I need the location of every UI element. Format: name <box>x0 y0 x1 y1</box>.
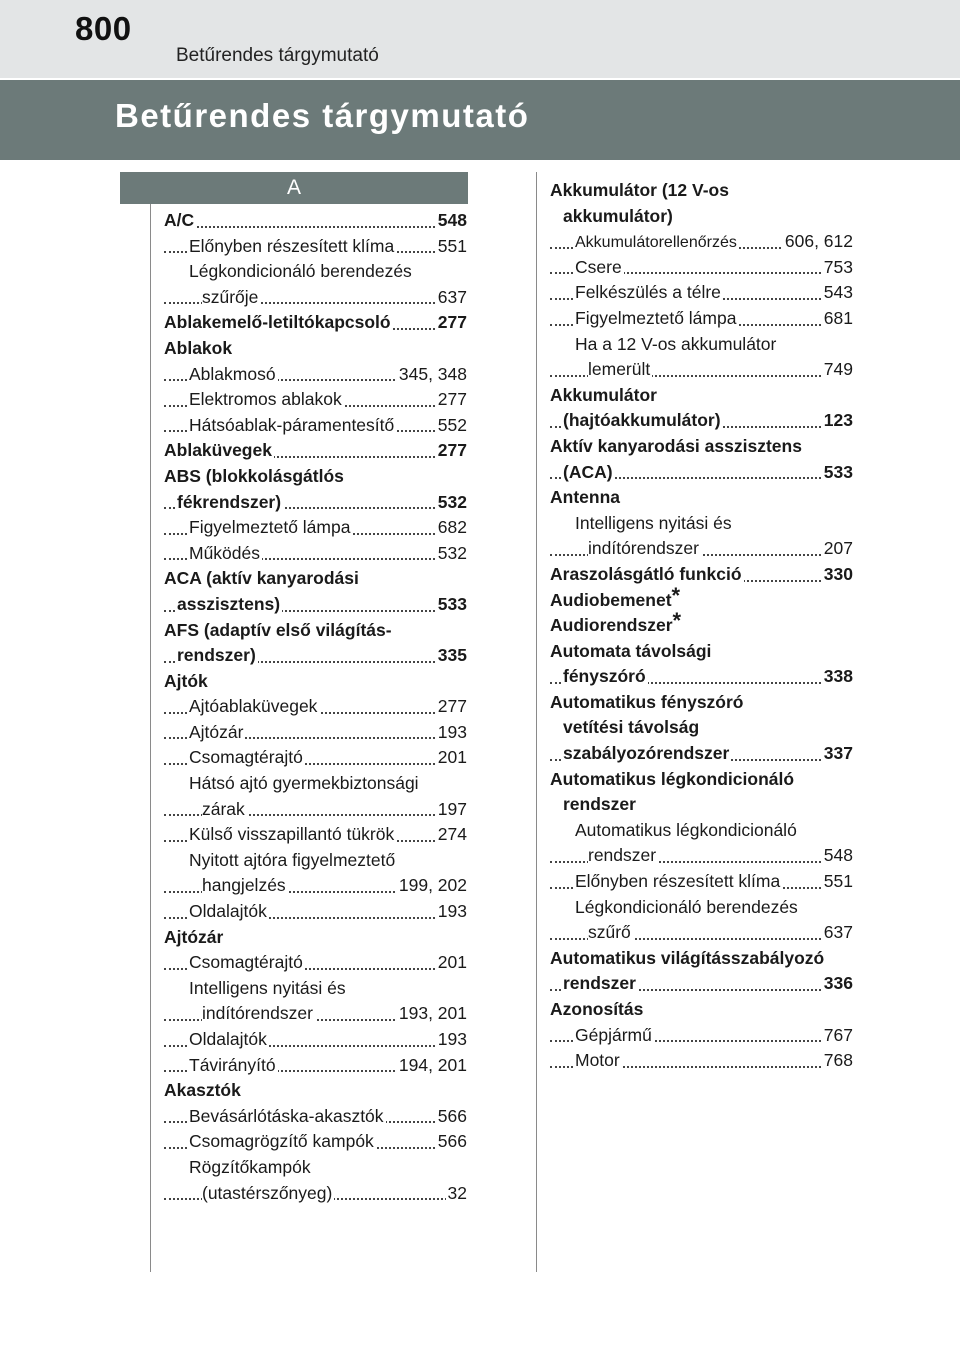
page-reference: 548 <box>436 208 467 234</box>
page-reference: 532 <box>436 541 467 567</box>
page-reference: 277 <box>436 310 467 336</box>
index-entry <box>550 895 853 921</box>
entry-label: Ha a 12 V-os akkumulátor <box>575 333 777 354</box>
index-entry <box>164 234 467 260</box>
index-entry <box>164 413 467 439</box>
page-reference: 207 <box>822 536 853 562</box>
dot-leader <box>164 226 467 228</box>
page-reference: 749 <box>822 357 853 383</box>
entry-label: Aktív kanyarodási asszisztens <box>550 435 802 456</box>
page-reference: 197 <box>436 797 467 823</box>
entry-label: rendszer) <box>177 645 256 666</box>
entry-label: ACA (aktív kanyarodási <box>164 568 359 589</box>
entry-label: Akkumulátorellenőrzés <box>575 234 737 252</box>
entry-label: Automatikus fényszóró <box>550 691 744 712</box>
entry-label: Azonosítás <box>550 999 644 1019</box>
index-entry <box>550 357 853 383</box>
index-entry <box>550 306 853 332</box>
index-entry <box>550 608 853 639</box>
entry-label: vetítési távolság <box>563 717 700 738</box>
entry-label: Antenna <box>550 487 620 508</box>
running-title: Betűrendes tárgymutató <box>176 45 379 66</box>
index-entry <box>164 336 467 362</box>
index-entry <box>164 208 467 234</box>
entry-label: Akasztók <box>164 1080 241 1101</box>
entry-label: Automata távolsági <box>550 640 712 661</box>
entry-label: rendszer <box>588 845 657 866</box>
index-entry <box>550 434 853 460</box>
entry-label: Intelligens nyitási és <box>575 512 732 533</box>
page-reference: 533 <box>436 592 467 618</box>
entry-label: Légkondicionáló berendezés <box>189 261 412 282</box>
page-reference: 335 <box>436 643 467 669</box>
index-entry <box>550 460 853 486</box>
entry-label: Külső visszapillantó tükrök <box>189 824 395 845</box>
index-entry <box>164 1001 467 1027</box>
entry-label: Nyitott ajtóra figyelmeztető <box>189 849 396 870</box>
page-reference: 533 <box>822 460 853 486</box>
page-reference: 338 <box>822 664 853 690</box>
entry-label: Távirányító <box>189 1054 276 1075</box>
entry-label: Oldalajtók <box>189 1029 267 1049</box>
index-column-right <box>550 178 853 1074</box>
entry-label: Ajtózár <box>189 721 244 742</box>
index-entry <box>164 541 467 567</box>
entry-label: Csomagtérajtó <box>189 952 303 973</box>
page-title: Betűrendes tárgymutató <box>115 97 530 134</box>
entry-label: Audiorendszer* <box>550 608 682 636</box>
entry-label: Ajtózár <box>164 926 224 947</box>
index-entry <box>164 925 467 951</box>
page-reference: 532 <box>436 490 467 516</box>
index-entry <box>550 332 853 358</box>
index-entry <box>164 566 467 592</box>
index-entry <box>164 387 467 413</box>
page-reference: 682 <box>436 515 467 541</box>
index-entry <box>164 976 467 1002</box>
index-entry <box>550 792 853 818</box>
entry-label: Motor <box>575 1050 620 1071</box>
index-entry <box>164 899 467 925</box>
index-entry <box>550 664 853 690</box>
index-entry <box>550 408 853 434</box>
index-entry <box>164 362 467 388</box>
index-entry <box>550 383 853 409</box>
index-entry <box>164 592 467 618</box>
index-entry <box>164 950 467 976</box>
index-entry <box>550 204 853 230</box>
entry-label: (ACA) <box>563 461 613 482</box>
index-entry <box>164 720 467 746</box>
index-entry <box>164 285 467 311</box>
entry-label: Automatikus világításszabályozó <box>550 947 825 968</box>
entry-label: Csomagrögzítő kampók <box>189 1131 374 1152</box>
index-entry <box>550 1048 853 1074</box>
page-reference: 767 <box>822 1023 853 1049</box>
entry-label: Elektromos ablakok <box>189 389 342 410</box>
index-entry <box>550 920 853 946</box>
entry-label: Előnyben részesített klíma <box>189 235 395 256</box>
page-reference: 753 <box>822 255 853 281</box>
page-reference: 193 <box>436 720 467 746</box>
page-reference: 548 <box>822 843 853 869</box>
index-entry <box>164 873 467 899</box>
entry-label: rendszer <box>563 794 636 815</box>
page-reference: 199, 202 <box>397 873 467 899</box>
entry-label: Előnyben részesített klíma <box>575 871 781 892</box>
index-entry <box>164 515 467 541</box>
index-entry <box>164 259 467 285</box>
entry-label: szabályozórendszer <box>563 743 730 764</box>
index-entry <box>164 310 467 336</box>
page-reference: 123 <box>822 408 853 434</box>
index-entry <box>164 1155 467 1181</box>
center-rule <box>536 172 537 1272</box>
entry-label: Ablakemelő-letiltókapcsoló <box>164 312 391 333</box>
page-reference: 566 <box>436 1104 467 1130</box>
entry-label: asszisztens) <box>177 593 281 614</box>
index-entry <box>550 178 853 204</box>
entry-label: Működés <box>189 542 261 563</box>
index-entry <box>550 971 853 997</box>
entry-label: Ajtóablaküvegek <box>189 696 318 717</box>
index-entry <box>164 848 467 874</box>
entry-label: hangjelzés <box>202 875 286 896</box>
page-reference: 277 <box>436 694 467 720</box>
index-entry <box>164 822 467 848</box>
index-entry <box>550 511 853 537</box>
index-entry <box>164 490 467 516</box>
page-reference: 330 <box>822 562 853 588</box>
entry-label: Figyelmeztető lámpa <box>575 307 737 328</box>
page-reference: 193, 201 <box>397 1001 467 1027</box>
entry-label: Figyelmeztető lámpa <box>189 517 351 538</box>
index-entry <box>550 869 853 895</box>
entry-label: Araszolásgátló funkció <box>550 563 742 584</box>
entry-label: ABS (blokkolásgátlós <box>164 465 344 486</box>
footnote-star-icon: * <box>671 582 681 608</box>
index-entry <box>164 1027 467 1053</box>
entry-label: Ablakmosó <box>189 363 276 384</box>
index-entry <box>164 1181 467 1207</box>
page-header-bar <box>0 0 960 78</box>
index-entry <box>550 741 853 767</box>
page-reference: 552 <box>436 413 467 439</box>
page-reference: 606, 612 <box>783 229 853 255</box>
entry-label: (utastérszőnyeg) <box>202 1182 333 1203</box>
entry-label: Légkondicionáló berendezés <box>575 896 798 917</box>
page-reference: 336 <box>822 971 853 997</box>
entry-label: indítórendszer <box>202 1003 313 1024</box>
footnote-star-icon: * <box>672 608 682 634</box>
index-entry <box>164 669 467 695</box>
entry-label: Csomagtérajtó <box>189 747 303 768</box>
index-entry <box>550 536 853 562</box>
page-reference: 201 <box>436 950 467 976</box>
page-reference: 337 <box>822 741 853 767</box>
entry-label: indítórendszer <box>588 538 699 559</box>
page-reference: 194, 201 <box>397 1053 467 1079</box>
entry-label: AFS (adaptív első világítás- <box>164 619 392 640</box>
page-reference: 274 <box>436 822 467 848</box>
index-entry <box>164 1104 467 1130</box>
entry-label: Hátsó ajtó gyermekbiztonsági <box>189 773 419 794</box>
entry-label: akkumulátor) <box>563 205 673 226</box>
page-number: 800 <box>75 10 132 47</box>
index-entry <box>164 1053 467 1079</box>
index-entry <box>164 464 467 490</box>
index-entry <box>550 946 853 972</box>
index-entry <box>550 843 853 869</box>
index-entry <box>164 745 467 771</box>
index-column-left <box>164 208 467 1206</box>
page-reference: 193 <box>436 1027 467 1053</box>
entry-label: Ablakok <box>164 337 233 358</box>
entry-label: Felkészülés a télre <box>575 282 721 303</box>
index-entry <box>164 797 467 823</box>
page-reference: 681 <box>822 306 853 332</box>
page-reference: 277 <box>436 387 467 413</box>
page-reference: 193 <box>436 899 467 925</box>
index-entry <box>550 280 853 306</box>
index-entry <box>550 255 853 281</box>
entry-label: Ajtók <box>164 670 208 691</box>
index-entry <box>550 715 853 741</box>
index-entry <box>164 618 467 644</box>
entry-label: Oldalajtók <box>189 901 267 922</box>
entry-label: Automatikus légkondicionáló <box>550 768 795 789</box>
entry-label: Ablaküvegek <box>164 440 272 461</box>
entry-label: fékrendszer) <box>177 491 282 512</box>
index-entry <box>550 229 853 255</box>
index-entry <box>550 582 853 614</box>
entry-label: szűrő <box>588 922 631 943</box>
page-reference: 637 <box>822 920 853 946</box>
left-rule <box>150 172 151 1272</box>
index-entry <box>550 1023 853 1049</box>
entry-label: szűrője <box>202 286 259 307</box>
entry-label: Akkumulátor <box>550 384 657 405</box>
entry-label: A/C <box>164 210 195 230</box>
entry-label: Bevásárlótáska-akasztók <box>189 1105 384 1126</box>
index-entry <box>550 639 853 665</box>
entry-label: rendszer <box>563 973 636 994</box>
page-reference: 201 <box>436 745 467 771</box>
section-letter: A <box>286 176 301 199</box>
index-entry <box>550 562 853 588</box>
entry-label: Gépjármű <box>575 1024 652 1045</box>
entry-label: Akkumulátor (12 V-os <box>550 180 729 200</box>
page-reference: 566 <box>436 1129 467 1155</box>
entry-label: Csere <box>575 256 622 277</box>
index-entry <box>164 438 467 464</box>
index-entry <box>550 767 853 793</box>
page-reference: 345, 348 <box>397 362 467 388</box>
index-entry <box>550 818 853 844</box>
page-reference: 32 <box>446 1181 467 1207</box>
entry-label: Intelligens nyitási és <box>189 977 346 998</box>
page-reference: 768 <box>822 1048 853 1074</box>
index-entry <box>550 485 853 511</box>
page-reference: 551 <box>436 234 467 260</box>
index-entry <box>164 1129 467 1155</box>
index-entry <box>164 694 467 720</box>
index-entry <box>164 1078 467 1104</box>
page-reference: 637 <box>436 285 467 311</box>
index-entry <box>550 997 853 1023</box>
entry-label: lemerült <box>588 359 651 380</box>
page-reference: 277 <box>436 438 467 464</box>
entry-label: Automatikus légkondicionáló <box>575 819 797 840</box>
index-entry <box>164 771 467 797</box>
index-entry <box>550 690 853 716</box>
entry-label: Hátsóablak-páramentesítő <box>189 414 395 435</box>
entry-label: Rögzítőkampók <box>189 1156 311 1177</box>
entry-label: (hajtóakkumulátor) <box>563 410 721 431</box>
index-entry <box>164 643 467 669</box>
entry-label: Audiobemenet* <box>550 582 681 610</box>
entry-label: zárak <box>202 798 245 819</box>
entry-label: fényszóró <box>563 666 646 687</box>
page-reference: 551 <box>822 869 853 895</box>
page-reference: 543 <box>822 280 853 306</box>
